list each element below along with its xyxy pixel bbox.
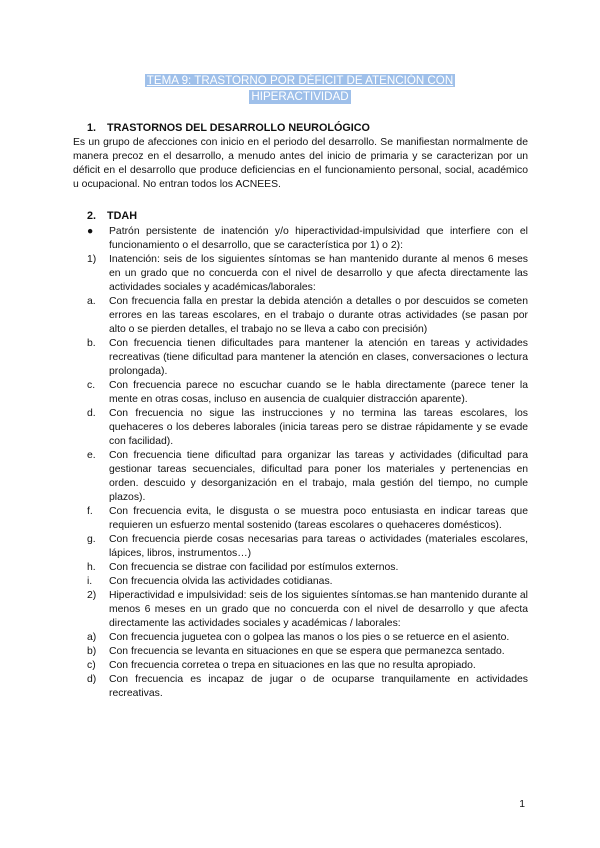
list-item-marker: d) [87, 674, 97, 685]
list-item [87, 407, 528, 449]
list-item-text: Con frecuencia falla en prestar la debida atención a detalles o por descuidos se cometen errores en las tareas escolares, en el trabajo o durante otras actividades (se pasan por alto o se pierden detalles, el trabajo no se lleva a cabo con precisión) [109, 296, 528, 335]
list-item-marker: b. [87, 338, 96, 349]
section-1-number: 1. [87, 122, 97, 134]
list-item [87, 631, 528, 645]
list-item-marker: b) [87, 646, 97, 657]
list-item-text: Inatención: seis de los siguientes síntomas se han mantenido durante al menos 6 meses en un grado que no concuerda con el nivel de desarrollo y que afecta directamente las actividades sociales y académicas/laborales: [109, 254, 528, 293]
list-item-marker: c. [87, 380, 96, 391]
section-1-heading [87, 121, 370, 135]
list-item-text: Con frecuencia corretea o trepa en situaciones en las que no resulta apropiado. [109, 660, 476, 671]
section-2-number: 2. [87, 210, 97, 222]
list-item [87, 253, 528, 295]
list-item [87, 337, 528, 379]
list-item-text: Patrón persistente de inatención y/o hiperactividad-impulsividad que interfiere con el funcionamiento o el desarrollo, que se característica por 1) o 2): [109, 226, 528, 251]
list-item-text: Con frecuencia no sigue las instrucciones y no termina las tareas escolares, los quehaceres o los deberes laborales (inicia tareas pero se distrae rápidamente y se evade con facilidad). [109, 408, 528, 447]
section-2-title: TDAH [107, 210, 137, 222]
list-item [87, 589, 528, 631]
section-2-heading [87, 209, 137, 223]
title-line-1: TEMA 9: TRASTORNO POR DÉFICIT DE ATENCIÓN CON [146, 74, 454, 87]
list-item [87, 575, 528, 589]
list-item-text: Con frecuencia se distrae con facilidad por estímulos externos. [109, 562, 399, 573]
list-item-marker: 2) [87, 590, 97, 601]
list-item-marker: e. [87, 450, 96, 461]
list-item [87, 379, 528, 407]
list-item-text: Hiperactividad e impulsividad: seis de los siguientes síntomas.se han mantenido durante al menos 6 meses en un grado que no concuerda con el nivel de desarrollo y que afecta directamente las actividades sociales y académicas / laborales: [109, 590, 528, 629]
list-item [87, 533, 528, 561]
list-item-text: Con frecuencia se levanta en situaciones en que se espera que permanezca sentado. [109, 646, 505, 657]
list-item-marker: c) [87, 660, 96, 671]
list-item [87, 505, 528, 533]
list-item [87, 561, 528, 575]
list-item-text: Con frecuencia pierde cosas necesarias para tareas o actividades (materiales escolares, lápices, libros, instrumentos…) [109, 534, 528, 559]
list-item-text: Con frecuencia parece no escuchar cuando se le habla directamente (parece tener la mente en otras cosas, incluso en ausencia de cualquier distracción aparente). [109, 380, 528, 405]
section-1-paragraph: Es un grupo de afecciones con inicio en el periodo del desarrollo. Se manifiestan normalmente de manera precoz en el desarrollo, a menudo antes del inicio de primaria y se caracterizan por un déficit en el desarrollo que produce deficiencias en el funcionamiento personal, social, académico u ocupacional. No entran todos los ACNEES. [73, 137, 528, 190]
list-item [87, 659, 528, 673]
list-item-marker: h. [87, 562, 96, 573]
list-item [87, 295, 528, 337]
list-item-text: Con frecuencia juguetea con o golpea las manos o los pies o se retuerce en el asiento. [109, 632, 510, 643]
list-item-text: Con frecuencia es incapaz de jugar o de ocuparse tranquilamente en actividades recreativas. [109, 674, 528, 699]
list-item [87, 449, 528, 505]
section-1-title: TRASTORNOS DEL DESARROLLO NEUROLÓGICO [107, 122, 370, 134]
list-item-marker: d. [87, 408, 96, 419]
title-line-2: HIPERACTIVIDAD [251, 90, 349, 103]
list-item [87, 645, 528, 659]
list-item-text: Con frecuencia tienen dificultades para mantener la atención en tareas y actividades recreativas (tiene dificultad para mantener la atención en clases, conversaciones o lectura prolongada). [109, 338, 528, 377]
list-item-marker: g. [87, 534, 96, 545]
list-item-text: Con frecuencia evita, le disgusta o se muestra poco entusiasta en indicar tareas que requieren un esfuerzo mental sostenido (tareas escolares o quehaceres domésticos). [109, 506, 528, 531]
page-number: 1 [519, 799, 525, 810]
list-item-marker: ● [87, 226, 94, 237]
list-item-marker: a. [87, 296, 96, 307]
list-item-text: Con frecuencia olvida las actividades cotidianas. [109, 576, 333, 587]
list-item-marker: a) [87, 632, 97, 643]
list-item-marker: 1) [87, 254, 97, 265]
list-item [87, 225, 528, 253]
list-item-marker: i. [87, 576, 93, 587]
list-item-marker: f. [87, 506, 93, 517]
list-item-text: Con frecuencia tiene dificultad para organizar las tareas y actividades (dificultad para gestionar tareas secuenciales, dificultad para poner los materiales y pertenencias en orden. descuido y desorganización en el trabajo, mala gestión del tiempo, no cumple plazos). [109, 450, 528, 503]
list-item [87, 673, 528, 701]
document-title [100, 74, 500, 104]
tdah-criteria-list [87, 225, 528, 701]
